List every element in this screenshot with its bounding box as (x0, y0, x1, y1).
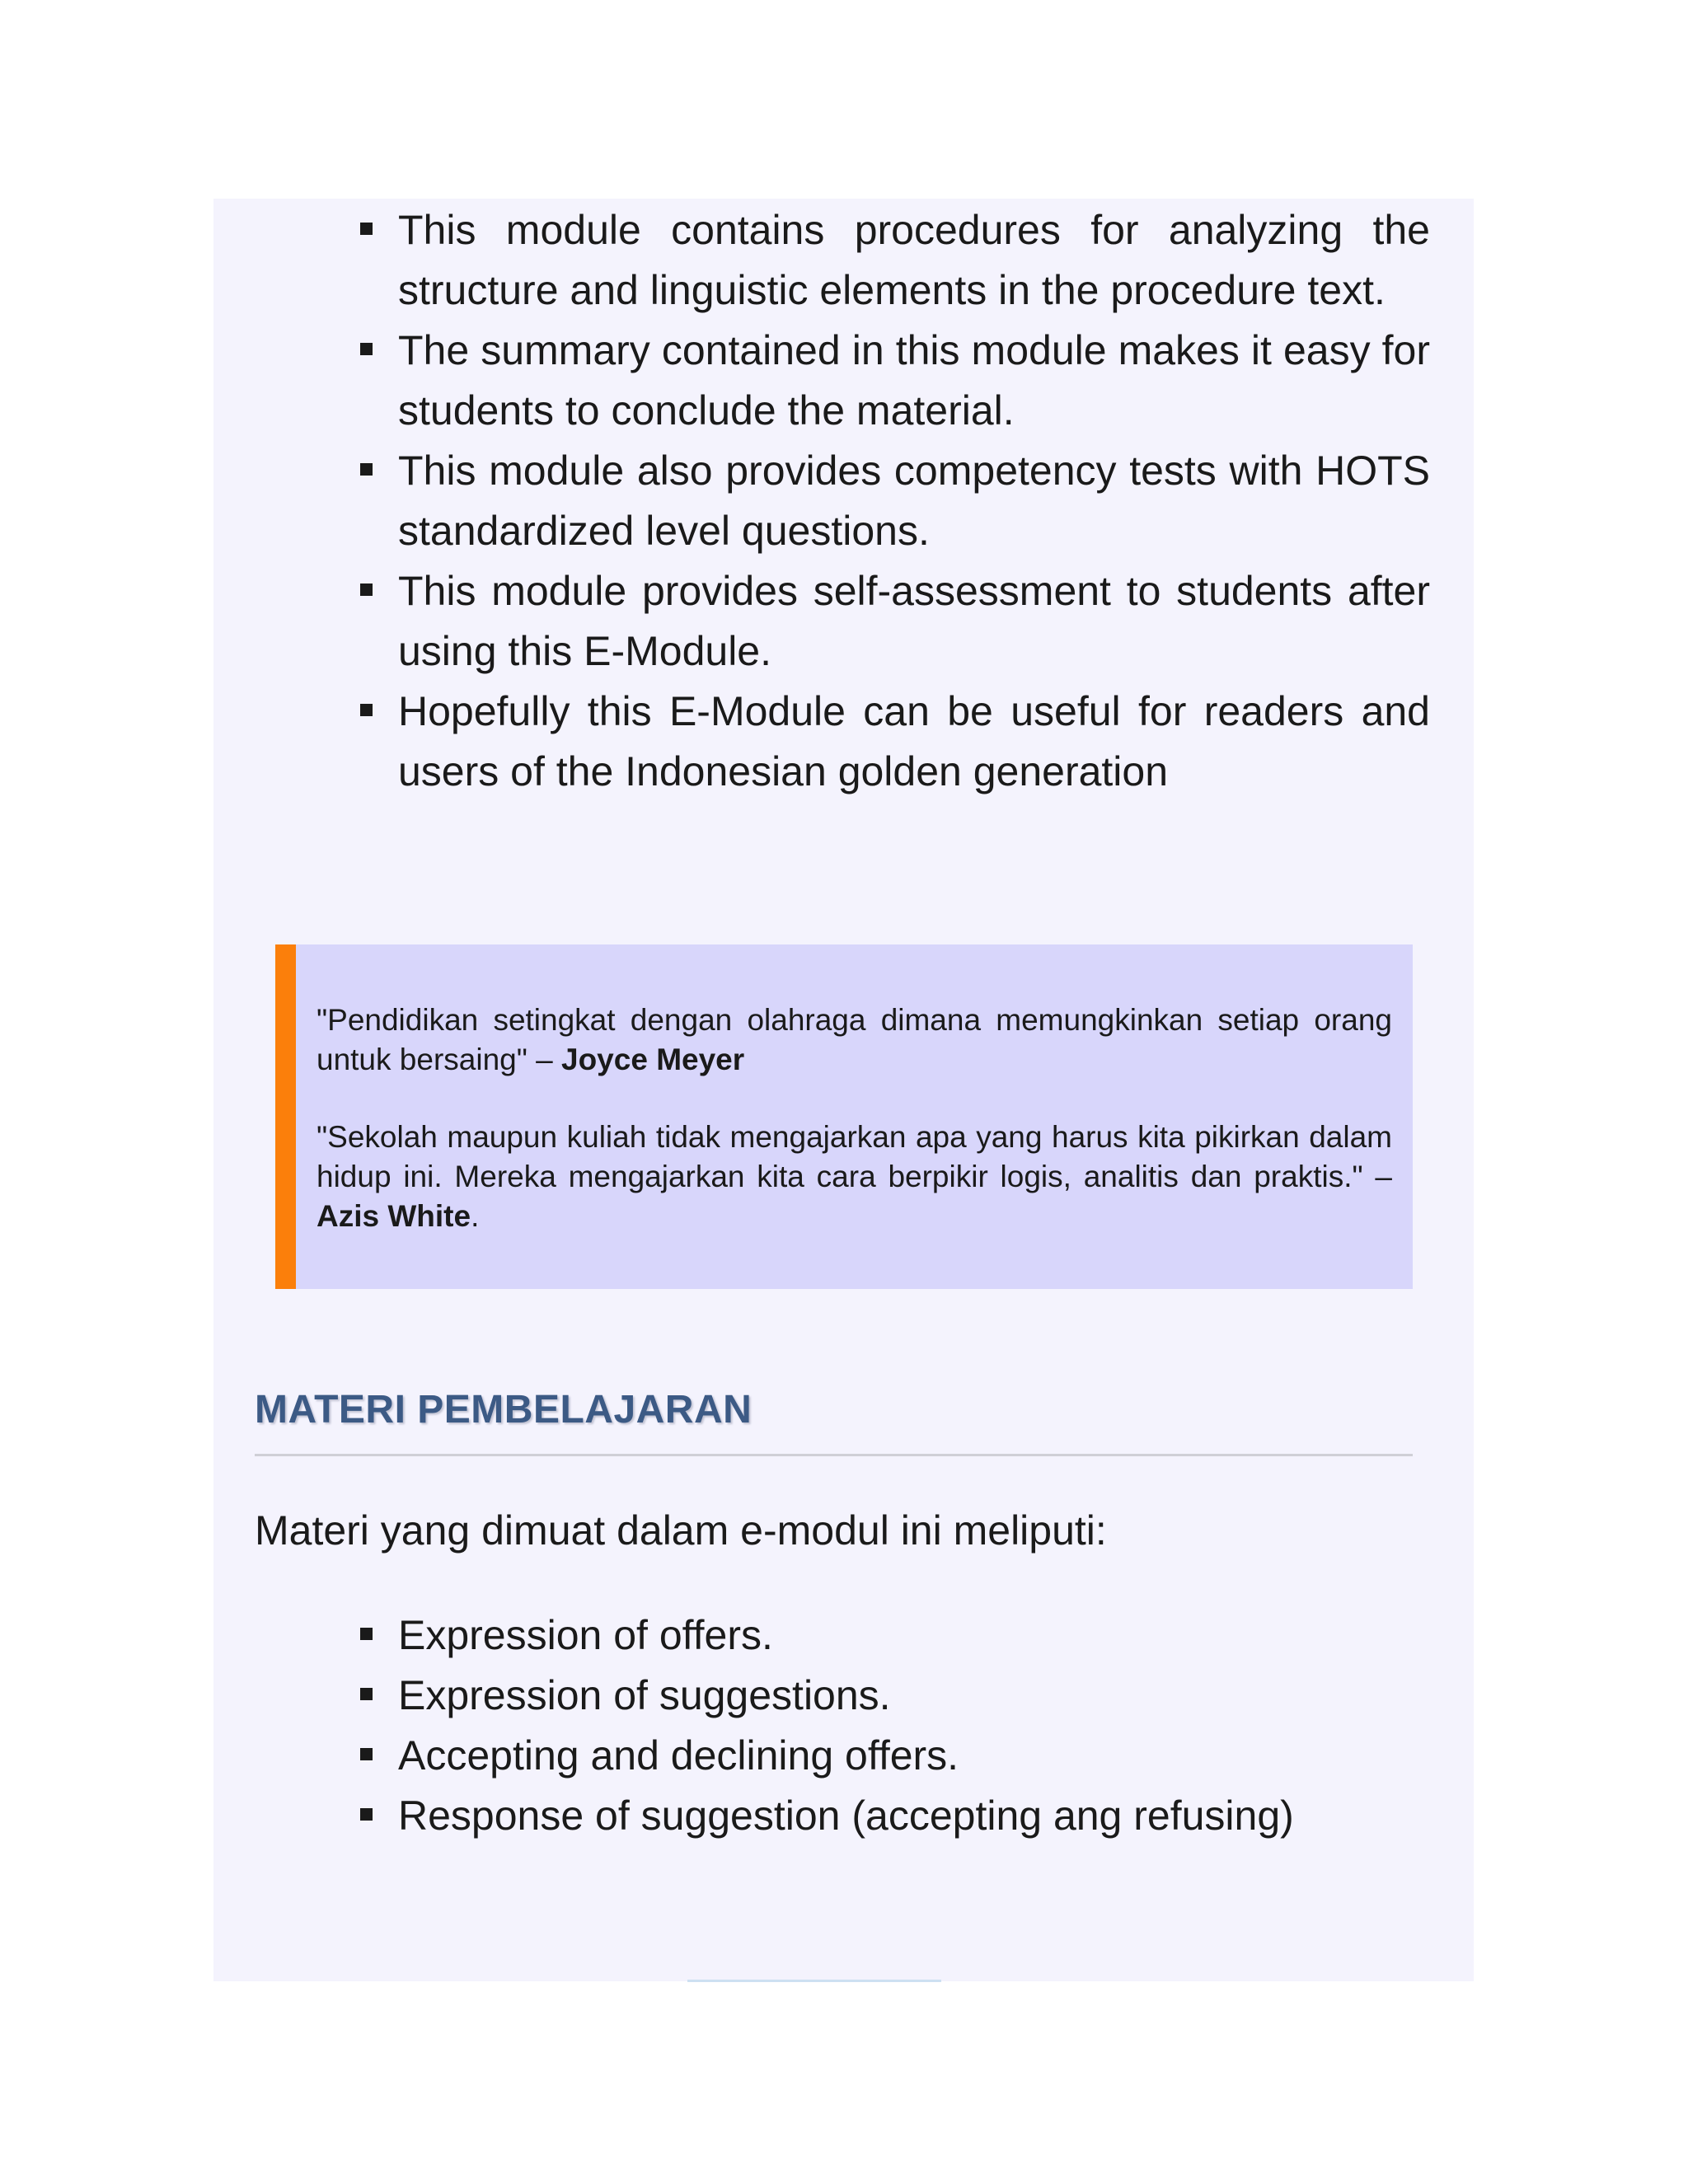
section-heading: MATERI PEMBELAJARAN (255, 1388, 753, 1432)
list-item-text: This module provides self-assessment to students after using this E-Module. (398, 568, 1430, 674)
quote-callout (275, 944, 1413, 1289)
quote-text: "Sekolah maupun kuliah tidak mengajarkan apa yang harus kita pikirkan dalam hidup ini. Mereka mengajarkan kita cara berpikir logis, analitis dan praktis." – (316, 1120, 1392, 1193)
quote-text: "Pendidikan setingkat dengan olahraga dimana memungkinkan setiap orang untuk bersaing" – (316, 1003, 1392, 1076)
module-features-list (213, 200, 1430, 802)
list-item-text: Hopefully this E-Module can be useful for readers and users of the Indonesian golden generation (398, 688, 1430, 794)
learning-materials-list (213, 1605, 1430, 1846)
list-item-text: Accepting and declining offers. (398, 1732, 959, 1779)
list-item (213, 1605, 1430, 1666)
content-panel (213, 199, 1474, 1981)
list-item (213, 321, 1430, 441)
list-item (213, 1726, 1430, 1786)
list-item-text: Expression of suggestions. (398, 1672, 891, 1718)
footer-divider (687, 1980, 941, 1982)
list-item-text: Response of suggestion (accepting ang refusing) (398, 1793, 1294, 1839)
section-intro: Materi yang dimuat dalam e-modul ini meliputi: (255, 1507, 1107, 1554)
list-item-text: Expression of offers. (398, 1612, 773, 1658)
list-item-text: The summary contained in this module makes it easy for students to conclude the material. (398, 327, 1430, 434)
square-bullet-icon (360, 1628, 373, 1640)
square-bullet-icon (360, 223, 373, 235)
list-item (213, 441, 1430, 561)
list-item (213, 1786, 1430, 1846)
section-divider (255, 1454, 1413, 1456)
list-item-text: This module contains procedures for analyzing the structure and linguistic elements in the procedure text. (398, 207, 1430, 313)
quote-author: Joyce Meyer (561, 1043, 745, 1076)
quote-accent-bar (275, 944, 296, 1289)
square-bullet-icon (360, 463, 373, 476)
quote (316, 1118, 1392, 1236)
list-item (213, 682, 1430, 802)
square-bullet-icon (360, 343, 373, 355)
quote (316, 1001, 1392, 1080)
square-bullet-icon (360, 1808, 373, 1821)
quote-trail: . (471, 1199, 480, 1233)
list-item (213, 561, 1430, 682)
square-bullet-icon (360, 1688, 373, 1700)
square-bullet-icon (360, 704, 373, 716)
list-item (213, 1666, 1430, 1726)
list-item (213, 200, 1430, 321)
list-item-text: This module also provides competency tests with HOTS standardized level questions. (398, 448, 1430, 554)
quote-author: Azis White (316, 1199, 471, 1233)
square-bullet-icon (360, 1748, 373, 1760)
square-bullet-icon (360, 583, 373, 596)
